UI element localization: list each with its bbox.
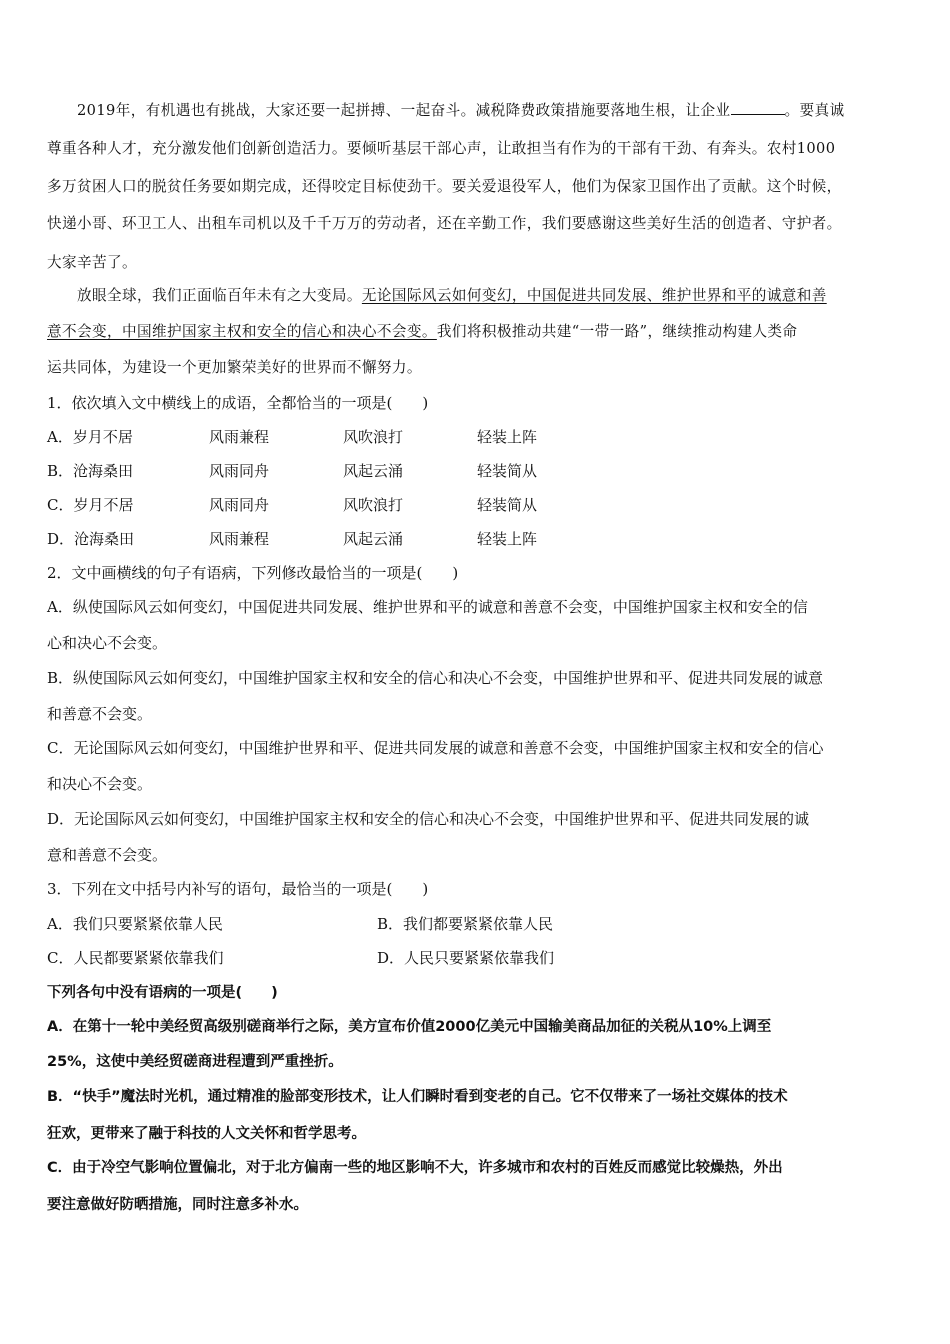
q2-option-b-cont: 和善意不会变。: [47, 705, 153, 723]
question-2-stem: 2．文中画横线的句子有语病，下列修改最恰当的一项是( ): [47, 564, 459, 582]
q1-option-c-col4: 轻装简从: [477, 496, 538, 514]
passage-line: 尊重各种人才，充分激发他们创新创造活力。要倾听基层干部心声，让敢担当有作为的干部有干劲、有奔头。农村1000: [47, 140, 836, 157]
passage-line: [47, 322, 797, 342]
q1-option-a-label: A．岁月不居: [47, 428, 133, 446]
q4-option-a: A．在第十一轮中美经贸高级别磋商举行之际，美方宣布价值2000亿美元中国输美商品加征的关税从10%上调至: [47, 1019, 772, 1035]
passage-text: 。要真诚: [784, 102, 845, 119]
q3-option-c: C．人民都要紧紧依靠我们: [47, 949, 224, 967]
fill-blank: [731, 100, 785, 115]
q4-option-c-cont: 要注意做好防晒措施，同时注意多补水。: [47, 1197, 308, 1213]
q2-option-a-cont: 心和决心不会变。: [47, 634, 168, 652]
q4-option-b-cont: 狂欢，更带来了融于科技的人文关怀和哲学思考。: [47, 1126, 366, 1142]
q1-option-b-col2: 风雨同舟: [209, 462, 270, 480]
q2-option-d-cont: 意和善意不会变。: [47, 846, 168, 864]
question-1-stem: 1．依次填入文中横线上的成语，全都恰当的一项是( ): [47, 394, 429, 412]
q1-option-d-col2: 风雨兼程: [209, 530, 270, 548]
q1-option-d-col4: 轻装上阵: [477, 530, 538, 548]
underlined-sentence: 无论国际风云如何变幻，中国促进共同发展、维护世界和平的诚意和善: [361, 287, 827, 304]
passage-line: [77, 100, 844, 121]
q4-option-c: C．由于冷空气影响位置偏北，对于北方偏南一些的地区影响不大，许多城市和农村的百姓反而感觉比较燥热，外出: [47, 1160, 783, 1176]
q1-option-c-col3: 风吹浪打: [343, 496, 404, 514]
passage-line: 大家辛苦了。: [47, 254, 137, 271]
passage-text: 2019年，有机遇也有挑战，大家还要一起拼搏、一起奋斗。减税降费政策措施要落地生根，让企业: [77, 102, 731, 119]
q4-option-a-cont: 25%，这使中美经贸磋商进程遭到严重挫折。: [47, 1054, 343, 1070]
q1-option-c-col2: 风雨同舟: [209, 496, 270, 514]
q4-option-b: B．“快手”魔法时光机，通过精准的脸部变形技术，让人们瞬时看到变老的自己。它不仅带来了一场社交媒体的技术: [47, 1089, 788, 1105]
q2-option-b: B．纵使国际风云如何变幻，中国维护国家主权和安全的信心和决心不会变，中国维护世界和平、促进共同发展的诚意: [47, 669, 824, 687]
q1-option-a-col2: 风雨兼程: [209, 428, 270, 446]
q3-option-d: D．人民只要紧紧依靠我们: [377, 949, 555, 967]
q1-option-c-label: C．岁月不居: [47, 496, 134, 514]
q1-option-b-col3: 风起云涌: [343, 462, 404, 480]
q1-option-a-col3: 风吹浪打: [343, 428, 404, 446]
q3-option-b: B．我们都要紧紧依靠人民: [377, 915, 554, 933]
q1-option-b-col4: 轻装简从: [477, 462, 538, 480]
underlined-sentence: 意不会变，中国维护国家主权和安全的信心和决心不会变。: [47, 323, 437, 340]
question-3-stem: 3．下列在文中括号内补写的语句，最恰当的一项是( ): [47, 880, 429, 898]
q3-option-a: A．我们只要紧紧依靠人民: [47, 915, 223, 933]
q2-option-c-cont: 和决心不会变。: [47, 775, 153, 793]
question-4-stem: 下列各句中没有语病的一项是( ): [47, 985, 278, 1001]
q1-option-a-col4: 轻装上阵: [477, 428, 538, 446]
q2-option-a: A．纵使国际风云如何变幻，中国促进共同发展、维护世界和平的诚意和善意不会变，中国维护国家主权和安全的信: [47, 598, 808, 616]
passage-line: 运共同体，为建设一个更加繁荣美好的世界而不懈努力。: [47, 359, 422, 376]
passage-line: 多万贫困人口的脱贫任务要如期完成，还得咬定目标使劲干。要关爱退役军人，他们为保家卫国作出了贡献。这个时候，: [47, 178, 842, 195]
passage-text: 我们将积极推动共建“一带一路”，继续推动构建人类命: [436, 323, 798, 340]
passage-line: 快递小哥、环卫工人、出租车司机以及千千万万的劳动者，还在辛勤工作，我们要感谢这些美好生活的创造者、守护者。: [47, 215, 842, 232]
passage-line: [77, 286, 827, 306]
passage-text: 放眼全球，我们正面临百年未有之大变局。: [77, 287, 362, 304]
q1-option-b-label: B．沧海桑田: [47, 462, 134, 480]
q1-option-d-label: D．沧海桑田: [47, 530, 135, 548]
q2-option-d: D．无论国际风云如何变幻，中国维护国家主权和安全的信心和决心不会变，中国维护世界和平、促进共同发展的诚: [47, 810, 810, 828]
q1-option-d-col3: 风起云涌: [343, 530, 404, 548]
q2-option-c: C．无论国际风云如何变幻，中国维护世界和平、促进共同发展的诚意和善意不会变，中国维护国家主权和安全的信心: [47, 739, 824, 757]
